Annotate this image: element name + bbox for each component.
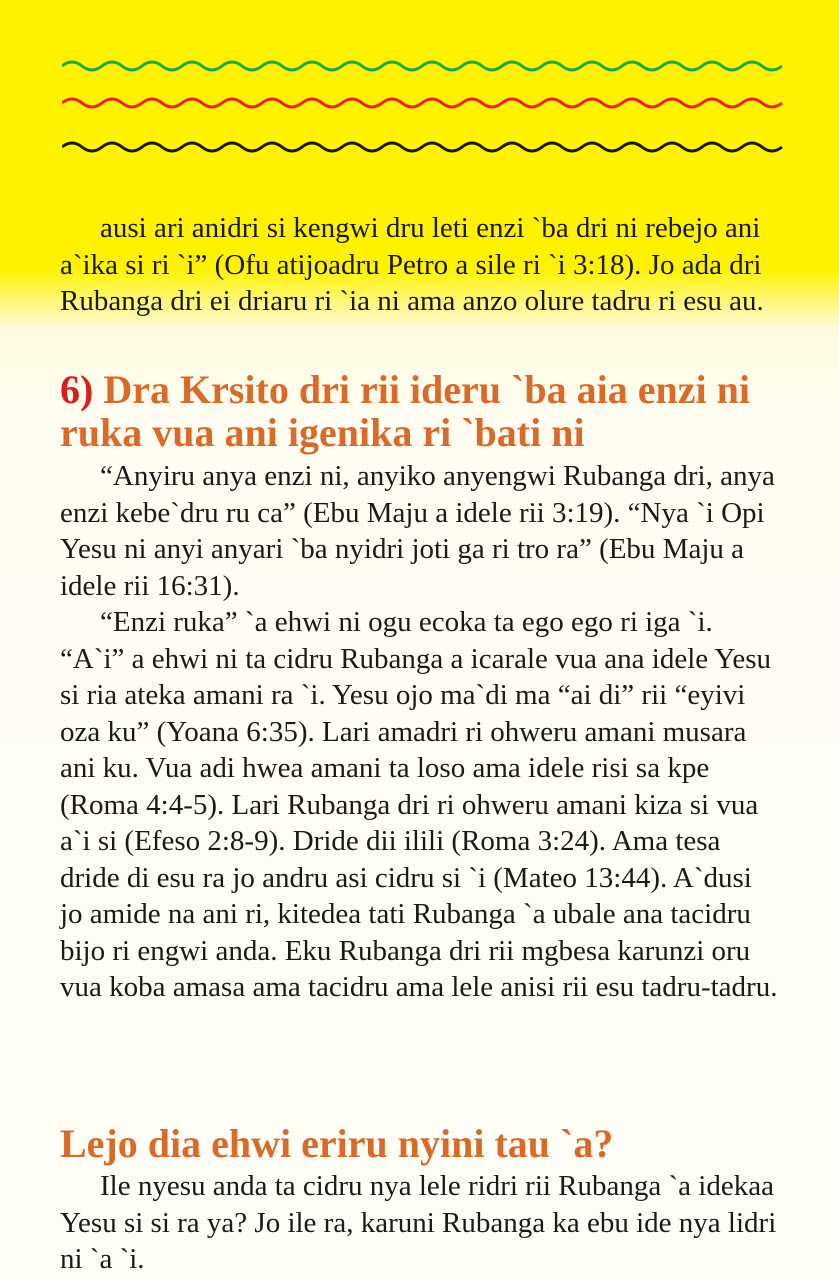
section-6-body xyxy=(60,458,780,1006)
intro-paragraph: ausi ari anidri si kengwi dru leti enzi `ba dri ni rebejo ani a`ika si ri `i” (Ofu atijoadru Petro a sile ri `i 3:18). Jo ada dri Rubanga dri ei driaru ri `ia ni ama anzo olure tadru ri esu au. xyxy=(60,212,764,317)
section-6-number: 6) xyxy=(60,367,94,412)
section-6-heading xyxy=(60,368,800,454)
decorative-waves xyxy=(62,50,784,170)
red-wave xyxy=(62,99,782,107)
intro-text-block xyxy=(60,210,780,320)
section-6-paragraph-1: “Anyiru anya enzi ni, anyiko anyengwi Rubanga dri, anya enzi kebe`dru ru ca” (Ebu Maju a idele rii 3:19). “Nya `i Opi Yesu ni anyi anyari `ba nyidri joti ga ri tro ra” (Ebu Maju a idele rii 16:31). xyxy=(60,460,775,602)
question-paragraph: Ile nyesu anda ta cidru nya lele ridri rii Rubanga `a idekaa Yesu si si ra ya? Jo ile ra, karuni Rubanga ka ebu ide nya lidri ni `a `i. xyxy=(60,1170,777,1275)
black-wave xyxy=(62,143,782,151)
green-wave xyxy=(62,62,782,70)
question-heading: Lejo dia ehwi eriru nyini tau `a? xyxy=(60,1121,614,1166)
question-body xyxy=(60,1168,780,1278)
section-6-title: Dra Krsito dri rii ideru `ba aia enzi ni ruka vua ani igenika ri `bati ni xyxy=(60,367,750,455)
section-6-paragraph-2: “Enzi ruka” `a ehwi ni ogu ecoka ta ego ego ri iga `i. “A`i” a ehwi ni ta cidru Rubanga a icarale vua ana idele Yesu si ria ateka amani ra `i. Yesu ojo ma`di ma “ai di” rii “eyivi oza ku” (Yoana 6:35). Lari amadri ri ohweru amani musara ani ku. Vua adi hwea amani ta loso ama idele risi sa kpe (Roma 4:4-5). Lari Rubanga dri ri ohweru amani kiza si vua a`i si (Efeso 2:8-9). Dride dii ilili (Roma 3:24). Ama tesa dride di esu ra jo andru asi cidru si `i (Mateo 13:44). A`dusi jo amide na ani ri, kitedea tati Rubanga `a ubale ana tacidru bijo ri engwi anda. Eku Rubanga dri rii mgbesa karunzi oru vua koba amasa ama tacidru ama lele anisi rii esu tadru-tadru. xyxy=(60,606,778,1003)
